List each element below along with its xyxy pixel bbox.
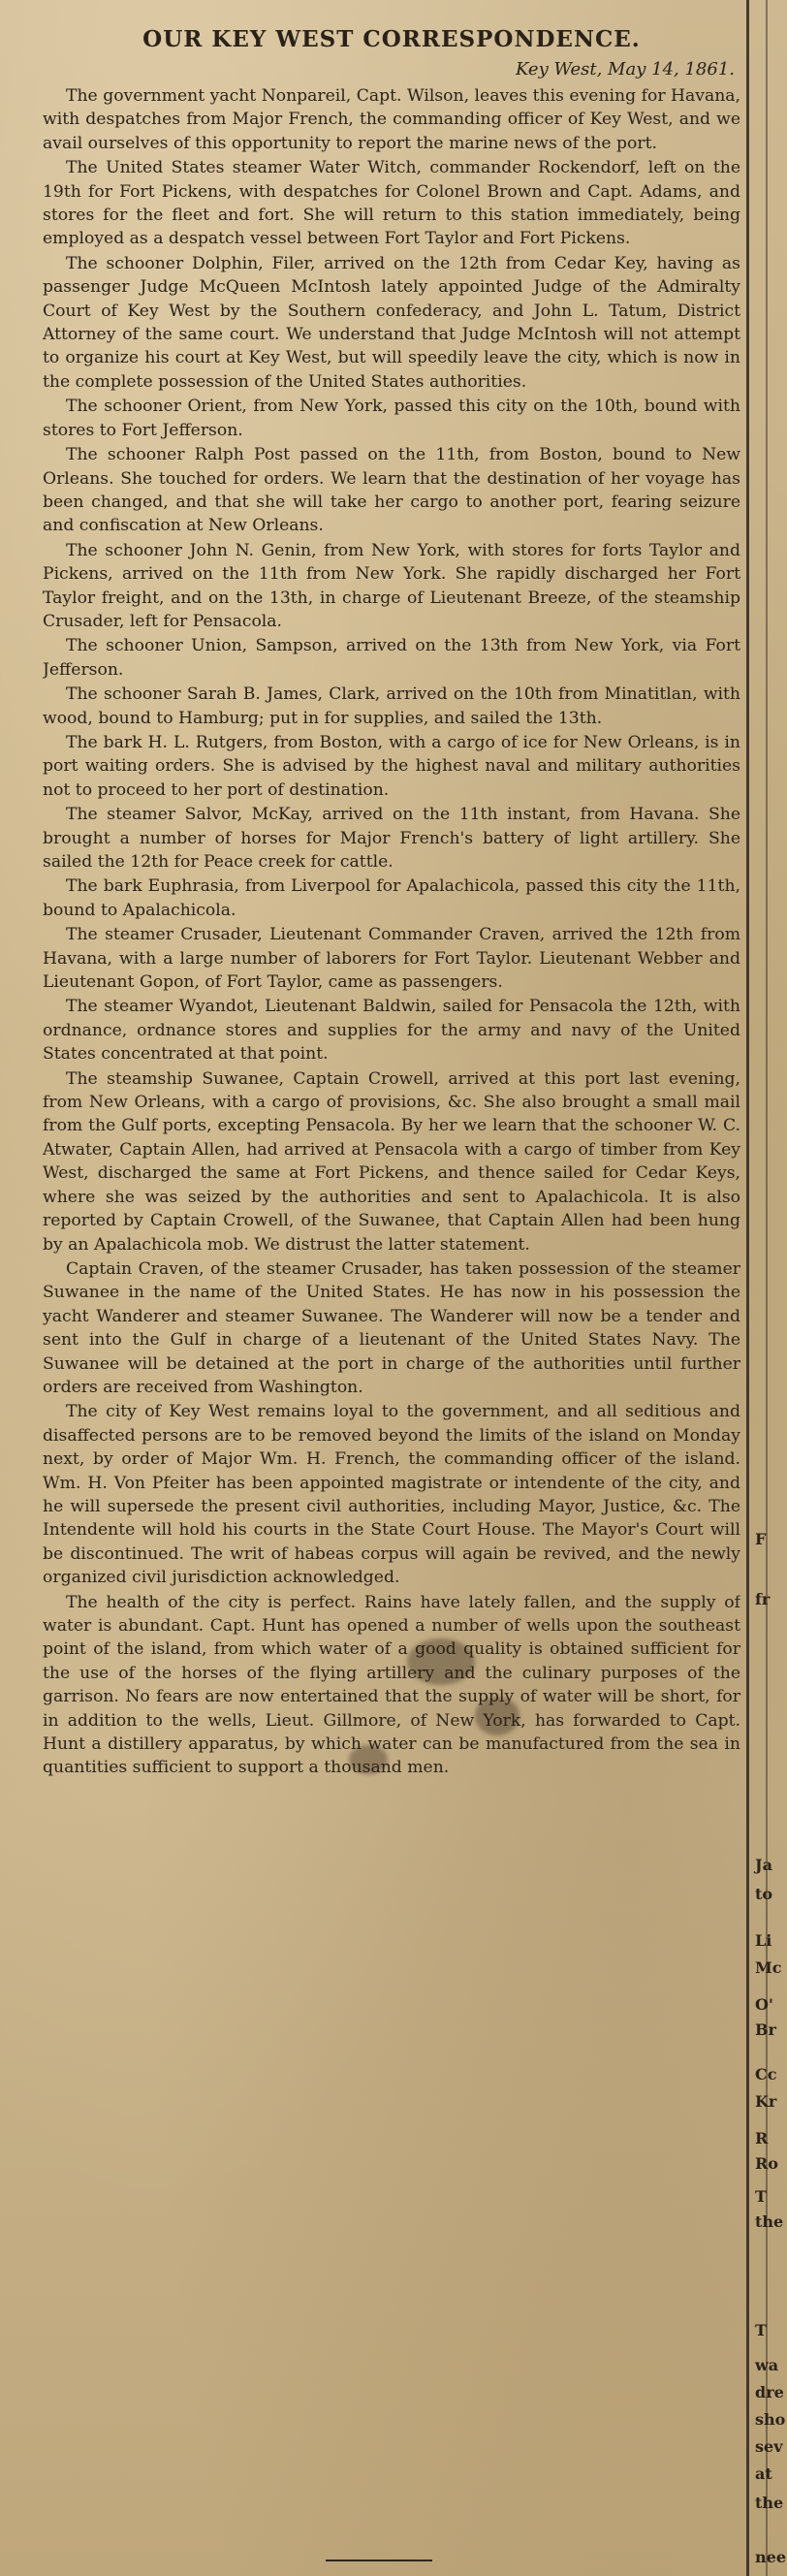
adjacent-fragment: the xyxy=(755,2212,784,2231)
adjacent-fragment: at xyxy=(755,2465,772,2483)
paragraph-nonpareil: The government yacht Nonpareil, Capt. Wilson, leaves this evening for Havana, with despatches from Major French, the commanding officer of Key West, and we avail ourselves of this opportunity to report the marine news of the port. xyxy=(43,86,740,153)
adjacent-fragment: to xyxy=(755,1885,773,1903)
paragraph-water-witch: The United States steamer Water Witch, commander Rockendorf, left on the 19th for Fort Pickens, with despatches for Colonel Brown and Capt. Adams, and stores for the fleet and fort. She will return to this station immediately, being employed as a despatch vessel between Fort Taylor and Fort Pickens. xyxy=(43,158,740,249)
paragraph-wyandot: The steamer Wyandot, Lieutenant Baldwin, sailed for Pensacola the 12th, with ordnance, ordnance stores and supplies for the army and navy of the United States concentrated at that point. xyxy=(43,997,740,1065)
article-dateline: Key West, May 14, 1861. xyxy=(515,59,735,80)
adjacent-fragment: Ro xyxy=(755,2154,778,2173)
paragraph-captain-craven: Captain Craven, of the steamer Crusader, has taken possession of the steamer Suwanee in the name of the United States. He has now in his possession the yacht Wanderer and steamer Suwanee. The Wanderer will now be a tender and sent into the Gulf in charge of a lieutenant of the United States Navy. The Suwanee will be detained at the port in charge of the authorities until further orders are received from Washington. xyxy=(43,1258,740,1397)
paragraph-dolphin: The schooner Dolphin, Filer, arrived on the 12th from Cedar Key, having as passenger Judge McQueen McIntosh lately appointed Judge of the Admiralty Court of Key West by the Southern confederacy, and John L. Tatum, District Attorney of the same court. We understand that Judge McIntosh will not attempt to organize his court at Key West, but will speedily leave the city, which is now in the complete possession of the United States authorities. xyxy=(43,253,740,392)
paragraph-crusader: The steamer Crusader, Lieutenant Commander Craven, arrived the 12th from Havana, with a large number of laborers for Fort Taylor. Lieutenant Webber and Lieutenant Gopon, of Fort Taylor, came as passengers. xyxy=(43,925,740,993)
paragraph-euphrasia: The bark Euphrasia, from Liverpool for Apalachicola, passed this city the 11th, bound to Apalachicola. xyxy=(43,876,740,920)
adjacent-fragment: Li xyxy=(755,1931,772,1950)
paragraph-health: The health of the city is perfect. Rains have lately fallen, and the supply of water is abundant. Capt. Hunt has opened a number of wells upon the southeast point of the island, from which water of a good quality is obtained sufficient for the use of the horses of the flying artillery and the culinary purposes of the garrison. No fears are now entertained that the supply of water will be short, for in addition to the wells, Lieut. Gillmore, of New York, has forwarded to Capt. Hunt a distillery apparatus, by which water can be manufactured from the sea in quantities sufficient to support a thousand men. xyxy=(43,1592,740,1778)
adjacent-fragment: T xyxy=(755,2321,767,2339)
paragraph-orient: The schooner Orient, from New York, passed this city on the 10th, bound with stores to Fort Jefferson. xyxy=(43,397,740,440)
ink-stain xyxy=(349,1745,388,1774)
paragraph-rutgers: The bark H. L. Rutgers, from Boston, with a cargo of ice for New Orleans, is in port waiting orders. She is advised by the highest naval and military authorities not to proceed to her port of destination. xyxy=(43,732,740,800)
adjacent-fragment: dre xyxy=(755,2383,784,2401)
adjacent-column xyxy=(752,0,787,2576)
adjacent-fragment: sev xyxy=(755,2437,783,2456)
ink-stain xyxy=(475,1697,519,1735)
adjacent-fragment: Kr xyxy=(755,2092,777,2111)
paragraph-union: The schooner Union, Sampson, arrived on the 13th from New York, via Fort Jefferson. xyxy=(43,636,740,680)
adjacent-fragment: F xyxy=(755,1530,767,1548)
paragraph-john-genin: The schooner John N. Genin, from New York, with stores for forts Taylor and Pickens, arrived on the 11th from New York. She rapidly discharged her Fort Taylor freight, and on the 13th, in charge of Lieutenant Breeze, of the steamship Crusader, left for Pensacola. xyxy=(43,540,740,631)
adjacent-fragment: nee xyxy=(755,2548,786,2566)
paragraph-sarah-james: The schooner Sarah B. James, Clark, arrived on the 10th from Minatitlan, with wood, bound to Hamburg; put in for supplies, and sailed the 13th. xyxy=(43,684,740,728)
ink-stain xyxy=(407,1638,475,1685)
adjacent-fragment: wa xyxy=(755,2356,779,2374)
column-rule xyxy=(746,0,749,2576)
paragraph-ralph-post: The schooner Ralph Post passed on the 11th, from Boston, bound to New Orleans. She touched for orders. We learn that the destination of her voyage has been changed, and that she will take her cargo to another port, fearing seizure and confiscation at New Orleans. xyxy=(43,445,740,536)
adjacent-fragment: O' xyxy=(755,1995,773,2014)
article-column xyxy=(43,21,740,2561)
paragraph-salvor: The steamer Salvor, McKay, arrived on the 11th instant, from Havana. She brought a number of horses for Major French's battery of light artillery. She sailed the 12th for Peace creek for cattle. xyxy=(43,805,740,872)
adjacent-fragment: Mc xyxy=(755,1958,782,1977)
adjacent-fragment: T xyxy=(755,2187,767,2206)
adjacent-fragment: Cc xyxy=(755,2065,777,2083)
adjacent-fragment: Br xyxy=(755,2020,776,2039)
adjacent-fragment: the xyxy=(755,2494,784,2512)
adjacent-fragment: sho xyxy=(755,2410,786,2429)
paragraph-city-loyal: The city of Key West remains loyal to the government, and all seditious and disaffected persons are to be removed beyond the limits of the island on Monday next, by order of Major Wm. H. French, the commanding officer of the island. Wm. H. Von Pfeiter has been appointed magistrate or intendente of the city, and he will supersede the present civil authorities, including Mayor, Justice, &c. The Intendente will hold his courts in the State Court House. The Mayor's Court will be discontinued. The writ of habeas corpus will again be revived, and the newly organized civil jurisdiction acknowledged. xyxy=(43,1402,740,1588)
paragraph-suwanee: The steamship Suwanee, Captain Crowell, arrived at this port last evening, from New Orleans, with a cargo of provisions, &c. She also brought a small mail from the Gulf ports, excepting Pensacola. By her we learn that the schooner W. C. Atwater, Captain Allen, had arrived at Pensacola with a cargo of timber from Key West, discharged the same at Fort Pickens, and thence sailed for Cedar Keys, where she was seized by the authorities and sent to Apalachicola. It is also reported by Captain Crowell, of the Suwanee, that Captain Allen had been hung by an Apalachicola mob. We distrust the latter statement. xyxy=(43,1068,740,1255)
adjacent-fragment: fr xyxy=(755,1590,771,1608)
adjacent-fragment: R xyxy=(755,2129,769,2147)
adjacent-fragment: Ja xyxy=(755,1856,772,1874)
bottom-divider xyxy=(326,2560,432,2561)
article-headline: OUR KEY WEST CORRESPONDENCE. xyxy=(142,26,641,52)
